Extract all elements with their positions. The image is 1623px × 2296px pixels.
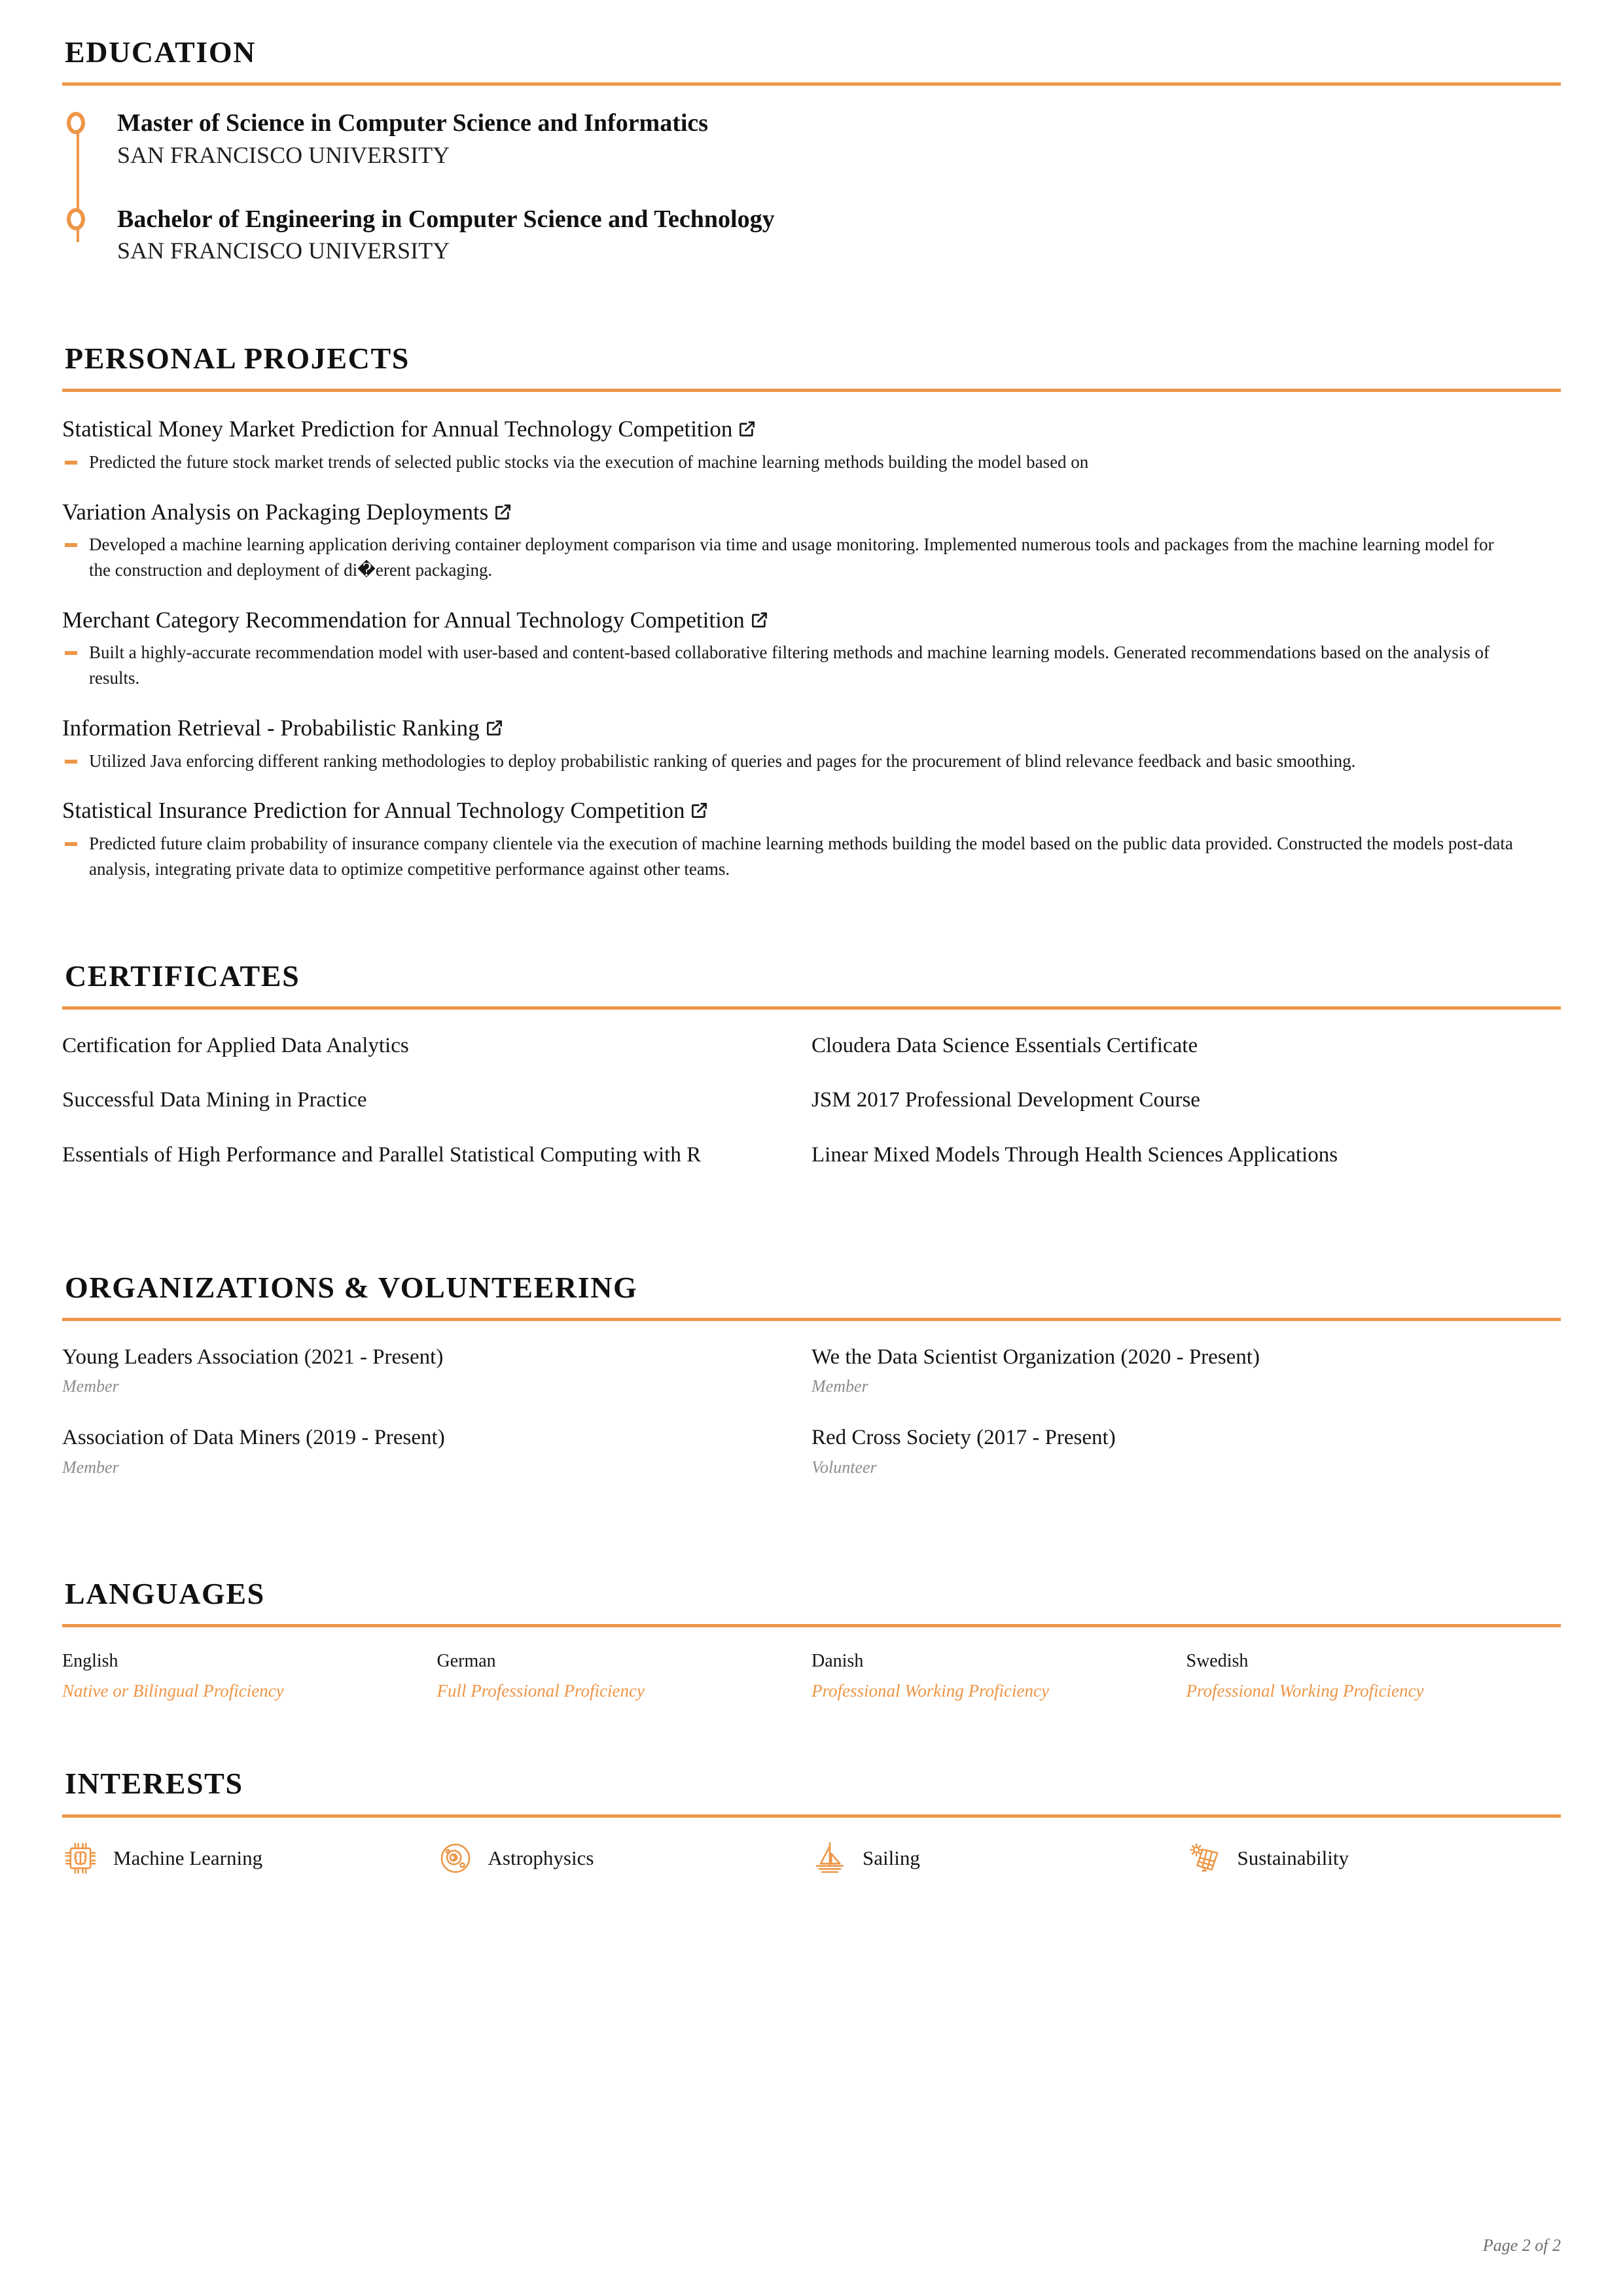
bullet-text: Built a highly-accurate recommendation model with user-based and content-based collaborative filtering methods and machine learning models. Generated recommendations based on the analysis of results.: [89, 643, 1490, 688]
section-title-education: EDUCATION: [65, 35, 257, 69]
external-link-icon[interactable]: [494, 499, 512, 529]
certificate-name: Cloudera Data Science Essentials Certificate: [812, 1033, 1198, 1057]
language-name: Danish: [812, 1650, 864, 1671]
project-title: Information Retrieval - Probabilistic Ranking: [62, 715, 480, 741]
language-level: Professional Working Proficiency: [812, 1681, 1049, 1701]
interests-grid: [62, 1840, 1561, 1877]
bullet-item: [62, 831, 1561, 882]
certificate-item: [812, 1086, 1561, 1115]
project-title-row: [62, 414, 1561, 446]
interest-label: Machine Learning: [113, 1846, 263, 1870]
language-name: Swedish: [1186, 1650, 1249, 1671]
project-title: Merchant Category Recommendation for Annual Technology Competition: [62, 607, 745, 633]
project-title: Variation Analysis on Packaging Deployments: [62, 499, 489, 525]
certificate-item: [812, 1141, 1561, 1170]
organization-role: Member: [812, 1377, 868, 1396]
certificate-name: Certification for Applied Data Analytics: [62, 1033, 409, 1057]
organization-role: Member: [62, 1377, 119, 1396]
language-level: Professional Working Proficiency: [1186, 1681, 1424, 1701]
section-divider-languages: [62, 1624, 1561, 1627]
language-name: German: [437, 1650, 496, 1671]
section-title-projects: PERSONAL PROJECTS: [65, 341, 410, 375]
section-divider-projects: [62, 389, 1561, 392]
project-title-row: [62, 796, 1561, 827]
interest-item: [437, 1840, 812, 1877]
section-title-certificates: CERTIFICATES: [65, 959, 300, 993]
dash-bullet-icon: [65, 461, 77, 465]
organizations-grid: [62, 1343, 1561, 1505]
certificate-item: [62, 1032, 812, 1061]
section-divider-education: [62, 82, 1561, 86]
timeline-dot-icon: [67, 112, 85, 134]
languages-grid: [62, 1650, 1561, 1703]
project-item: [62, 414, 1561, 474]
timeline-dot-icon: [67, 208, 85, 230]
dash-bullet-icon: [65, 543, 77, 547]
section-organizations: [62, 1196, 1561, 1505]
organization-item: [62, 1343, 812, 1398]
project-title: Statistical Money Market Prediction for Annual Technology Competition: [62, 416, 733, 442]
interest-label: Astrophysics: [488, 1846, 594, 1870]
language-level: Full Professional Proficiency: [437, 1681, 645, 1701]
language-item: [62, 1650, 437, 1703]
bullet-text: Utilized Java enforcing different ranking methodologies to deploy probabilistic ranking of queries and pages for the procurement of blind relevance feedback and basic smoothing.: [89, 751, 1356, 771]
education-degree: Bachelor of Engineering in Computer Science and Technology: [117, 205, 775, 233]
project-item: [62, 605, 1561, 691]
bullet-item: [62, 749, 1561, 774]
education-list: [62, 108, 1561, 266]
bullet-text: Predicted future claim probability of insurance company clientele via the execution of machine learning methods building the model based on the public data provided. Constructed the models post-data analysis, integrating private data to optimize competitive performance against other teams.: [89, 833, 1513, 879]
external-link-icon[interactable]: [486, 715, 503, 745]
dash-bullet-icon: [65, 760, 77, 764]
sailboat-icon: [812, 1840, 848, 1877]
organization-role: Volunteer: [812, 1457, 877, 1477]
organization-name: We the Data Scientist Organization (2020 - Present): [812, 1345, 1260, 1369]
organization-item: [62, 1424, 812, 1478]
education-degree: Master of Science in Computer Science and Informatics: [117, 109, 709, 137]
section-title-languages: LANGUAGES: [65, 1576, 265, 1610]
project-title-row: [62, 497, 1561, 529]
education-school: SAN FRANCISCO UNIVERSITY: [117, 237, 450, 264]
education-item: [117, 108, 1561, 169]
project-bullets: [62, 450, 1561, 475]
section-title-organizations: ORGANIZATIONS & VOLUNTEERING: [65, 1270, 638, 1304]
bullet-text: Developed a machine learning application deriving container deployment comparison via time and usage monitoring. Implemented numerous tools and packages from the machine learning model for the construction and deployment of di�erent packaging.: [89, 535, 1494, 580]
section-interests: [62, 1703, 1561, 1876]
certificate-name: Successful Data Mining in Practice: [62, 1088, 367, 1112]
bullet-item: [62, 640, 1561, 691]
section-divider-interests: [62, 1814, 1561, 1818]
language-item: [437, 1650, 812, 1703]
external-link-icon[interactable]: [690, 797, 708, 827]
interest-item: [1186, 1840, 1561, 1877]
section-certificates: [62, 883, 1561, 1196]
interest-label: Sustainability: [1237, 1846, 1349, 1870]
interest-item: [812, 1840, 1186, 1877]
certificate-item: [812, 1032, 1561, 1061]
interest-item: [62, 1840, 437, 1877]
language-level: Native or Bilingual Proficiency: [62, 1681, 284, 1701]
interest-label: Sailing: [863, 1846, 920, 1870]
project-title-row: [62, 605, 1561, 637]
organization-role: Member: [62, 1457, 119, 1477]
project-title: Statistical Insurance Prediction for Annual Technology Competition: [62, 798, 685, 824]
organization-name: Association of Data Miners (2019 - Present): [62, 1426, 445, 1450]
section-divider-organizations: [62, 1318, 1561, 1321]
dash-bullet-icon: [65, 651, 77, 655]
project-item: [62, 796, 1561, 881]
solar-panel-icon: [1186, 1840, 1223, 1877]
certificate-name: JSM 2017 Professional Development Course: [812, 1088, 1200, 1112]
organization-name: Red Cross Society (2017 - Present): [812, 1426, 1116, 1450]
external-link-icon[interactable]: [751, 607, 768, 637]
page-footer: Page 2 of 2: [1482, 2236, 1561, 2255]
certificate-name: Essentials of High Performance and Parallel Statistical Computing with R: [62, 1143, 702, 1167]
section-divider-certificates: [62, 1006, 1561, 1010]
organization-item: [812, 1424, 1561, 1478]
dash-bullet-icon: [65, 842, 77, 846]
project-item: [62, 497, 1561, 583]
certificate-name: Linear Mixed Models Through Health Sciences Applications: [812, 1143, 1338, 1167]
bullet-item: [62, 450, 1561, 475]
brain-chip-icon: [62, 1840, 99, 1877]
certificates-grid: [62, 1032, 1561, 1196]
organization-item: [812, 1343, 1561, 1398]
organization-name: Young Leaders Association (2021 - Present): [62, 1345, 444, 1369]
project-bullets: [62, 749, 1561, 774]
project-title-row: [62, 713, 1561, 745]
section-education: [62, 0, 1561, 266]
bullet-text: Predicted the future stock market trends of selected public stocks via the execution of machine learning methods building the model based on: [89, 451, 1089, 472]
bullet-item: [62, 532, 1561, 583]
education-school: SAN FRANCISCO UNIVERSITY: [117, 141, 450, 168]
certificate-item: [62, 1086, 812, 1115]
atom-orbit-icon: [437, 1840, 474, 1877]
section-languages: [62, 1505, 1561, 1703]
section-personal-projects: [62, 266, 1561, 882]
project-bullets: [62, 831, 1561, 882]
language-item: [1186, 1650, 1561, 1703]
language-item: [812, 1650, 1186, 1703]
external-link-icon[interactable]: [738, 415, 756, 446]
language-name: English: [62, 1650, 118, 1671]
project-bullets: [62, 532, 1561, 583]
certificate-item: [62, 1141, 812, 1170]
section-title-interests: INTERESTS: [65, 1767, 243, 1801]
education-item: [117, 204, 1561, 266]
project-bullets: [62, 640, 1561, 691]
project-item: [62, 713, 1561, 773]
